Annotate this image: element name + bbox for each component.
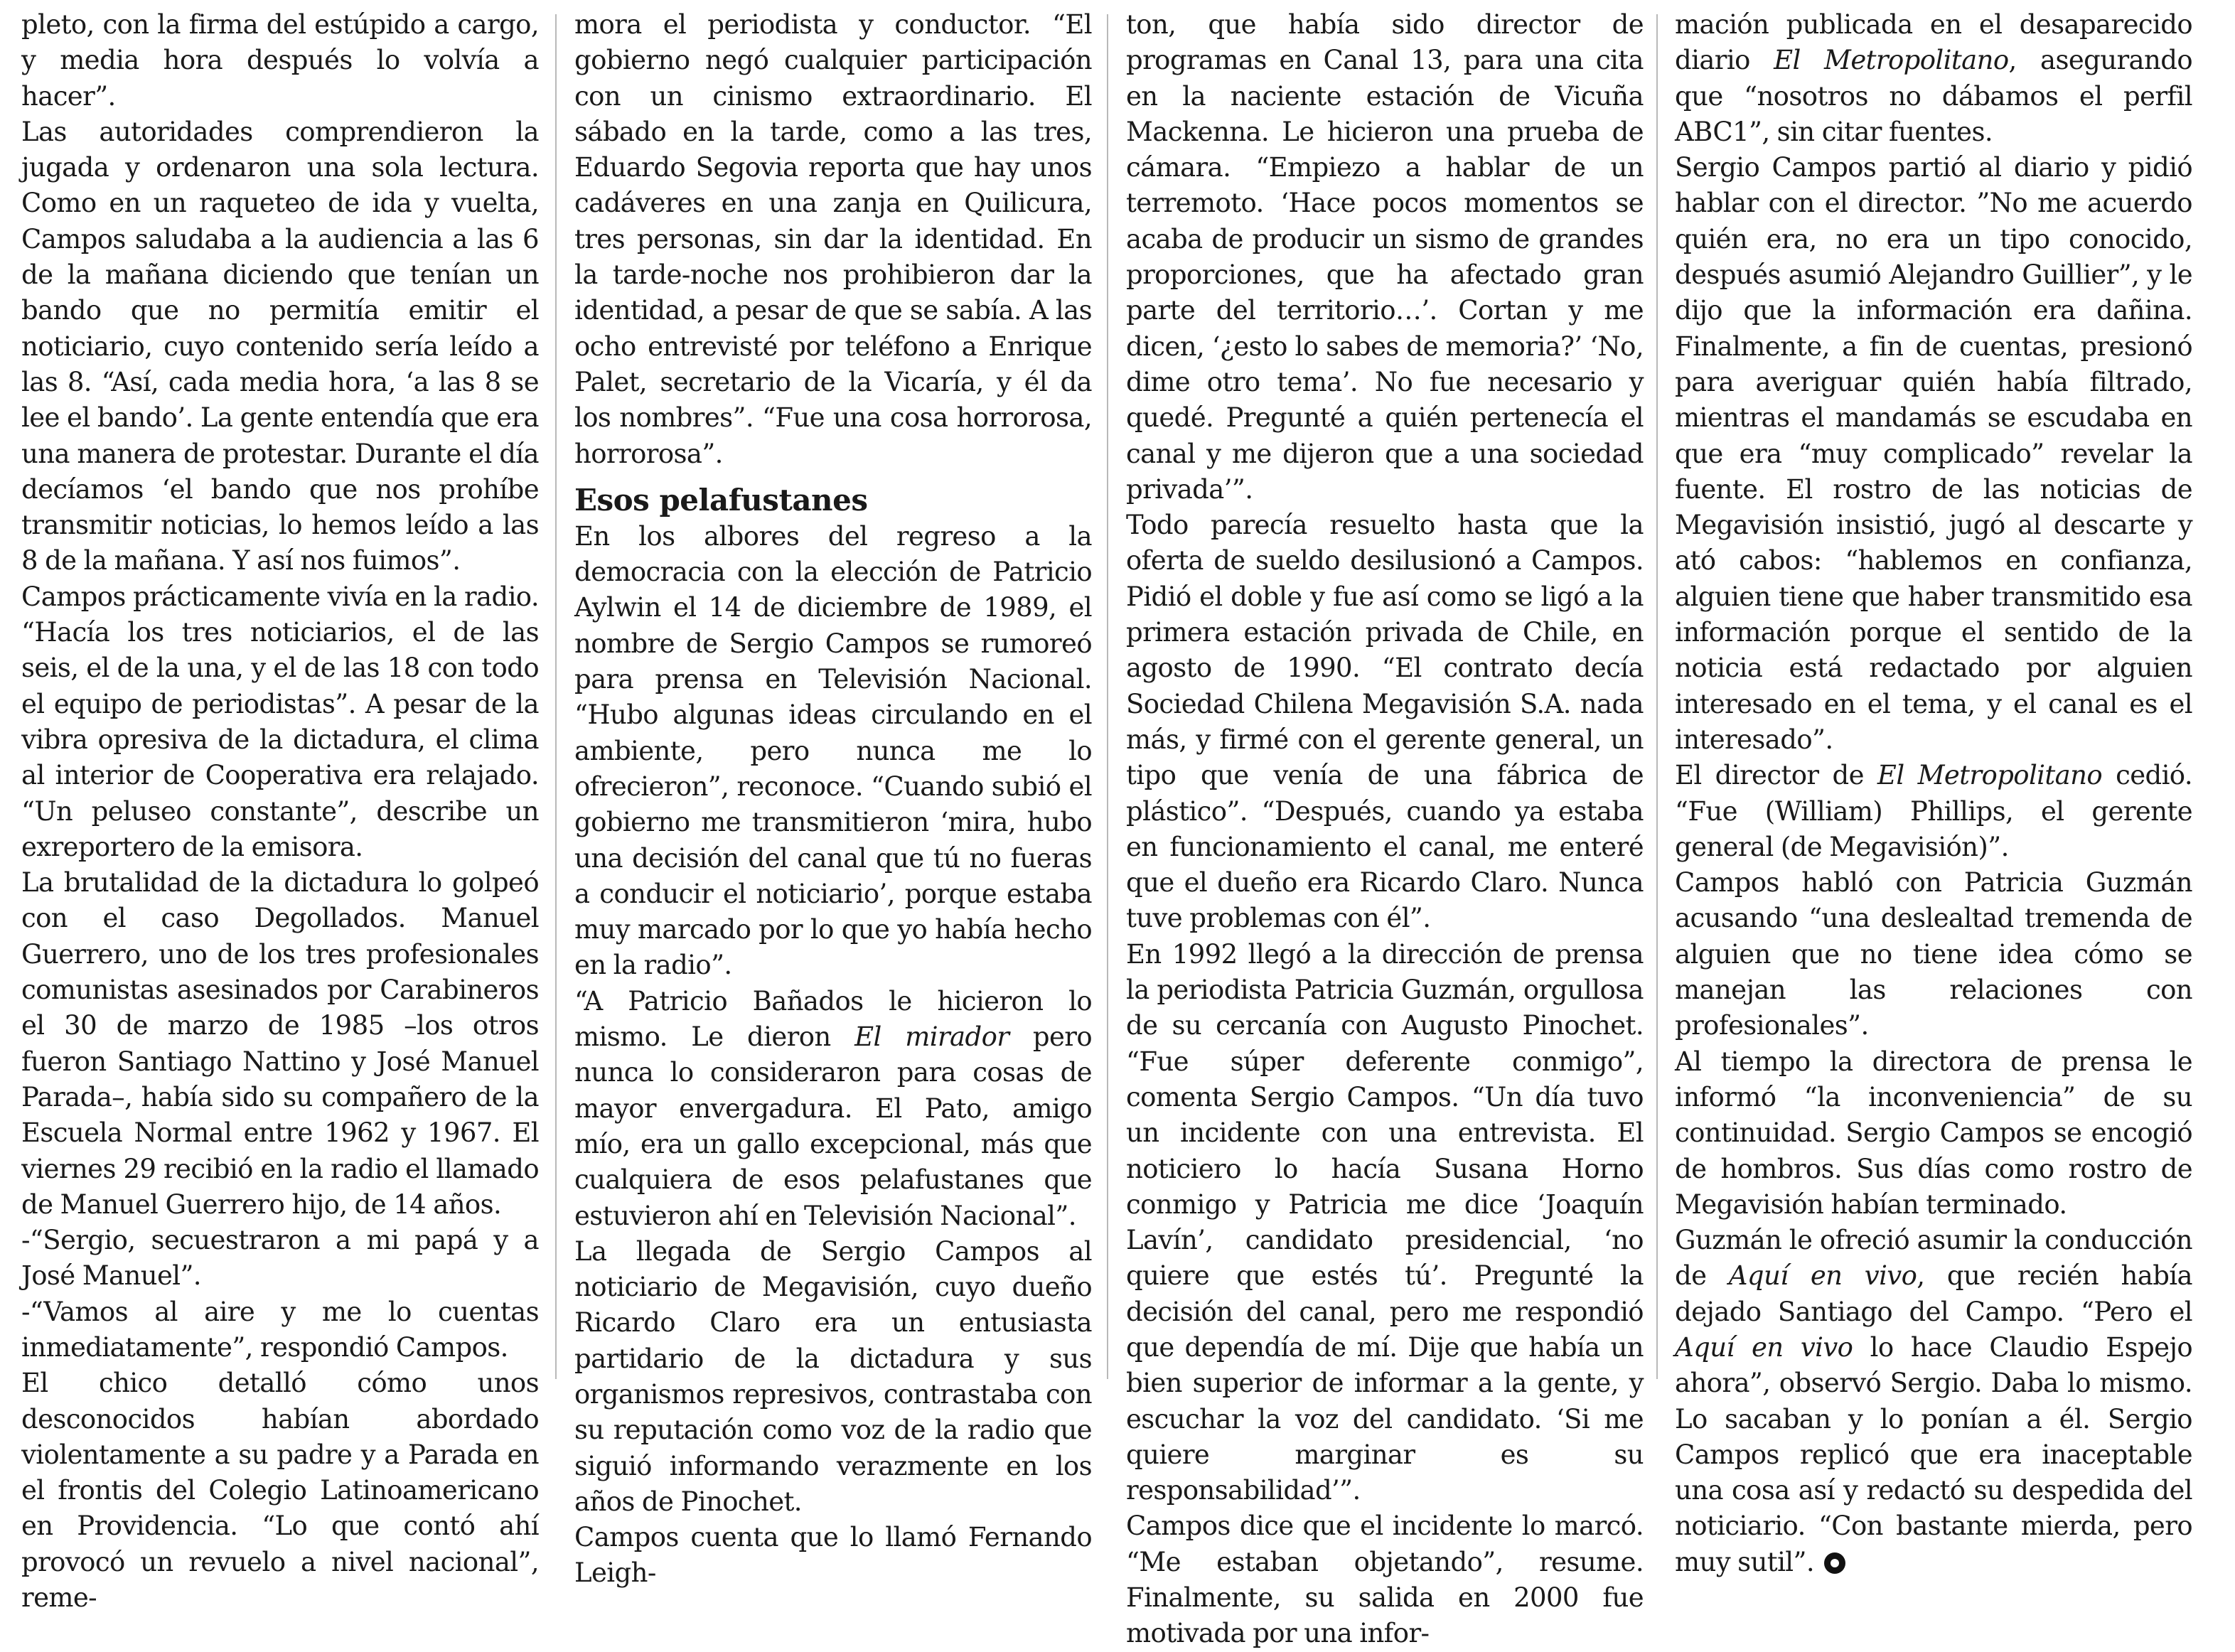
text-run: ton, que había sido director de programas en Canal 13, para una cita en la naciente estación de Vicuña Mackenna. Le hicieron una prueba de cámara. “Empiezo a hablar de un terremoto. ‘Hace pocos momentos se acaba de producir un sismo de grandes proporciones, que ha afectado gran parte del territorio…’. Cortan y me dicen, ‘¿esto lo sabes de memoria?’ ‘No, dime otro tema’. No fue necesario y quedé. Pregunté a quién pertenecía el canal y me dijeron que a una sociedad privada’”.	[1126, 9, 1644, 505]
end-of-article-icon	[1824, 1552, 1845, 1574]
column-divider	[1107, 14, 1108, 1379]
paragraph	[574, 984, 1092, 1234]
text-run: pleto, con la firma del estúpido a cargo, y media hora después lo volvía a hacer”.	[21, 9, 539, 112]
paragraph	[574, 1520, 1092, 1592]
text-run: Esos pelafustanes	[574, 482, 868, 517]
text-run: lo hace Claudio Espejo ahora”, observó Sergio. Daba lo mismo. Lo sacaban y lo ponían a él. Sergio Campos replicó que era inaceptable una cosa así y redactó su despedida del noticiario. “Con bastante mierda, pero muy sutil”.	[1675, 1331, 2192, 1577]
text-run: Las autoridades comprendieron la jugada y ordenaron una sola lectura. Como en un raqueteo de ida y vuelta, Campos saludaba a la audiencia a las 6 de la mañana diciendo que tenían un bando que no permitía emitir el noticiario, cuyo contenido sería leído a las 8. “Así, cada media hora, ‘a las 8 se lee el bando’. La gente entendía que era una manera de protestar. Durante el día decíamos ‘el bando que nos prohíbe transmitir noticias, lo hemos leído a las 8 de la mañana. Y así nos fuimos”.	[21, 116, 539, 576]
text-run: El chico detalló cómo unos desconocidos habían abordado violentamente a su padre y a Parada en el frontis del Colegio Latinoamericano en Providencia. “Lo que contó ahí provocó un revuelo a nivel nacional”, reme-	[21, 1368, 539, 1614]
text-run: -“Vamos al aire y me lo cuentas inmediatamente”, respondió Campos.	[21, 1296, 539, 1363]
text-run: mora el periodista y conductor. “El gobierno negó cualquier participación con un cinismo extraordinario. El sábado en la tarde, como a las tres, Eduardo Segovia reporta que hay unos cadáveres en una zanja en Quilicura, tres personas, sin dar la identidad. En la tarde-noche nos prohibieron dar la identidad, a pesar de que se sabía. A las ocho entrevisté por teléfono a Enrique Palet, secretario de la Vicaría, y él da los nombres”. “Fue una cosa horrorosa, horrorosa”.	[574, 9, 1092, 469]
text-run: La brutalidad de la dictadura lo golpeó con el caso Degollados. Manuel Guerrero, uno de los tres profesionales comunistas asesinados por Carabineros el 30 de marzo de 1985 –los otros fueron Santiago Nattino y José Manuel Parada–, había sido su compañero de la Escuela Normal entre 1962 y 1967. El viernes 29 recibió en la radio el llamado de Manuel Guerrero hijo, de 14 años.	[21, 867, 539, 1220]
column-2	[574, 7, 1093, 1589]
text-run: , asegurando que “nosotros no dábamos el perfil ABC1”, sin citar fuentes.	[1675, 45, 2192, 147]
paragraph	[574, 1234, 1092, 1520]
paragraph	[1126, 937, 1644, 1509]
text-run: Campos cuenta que lo llamó Fernando Leigh-	[574, 1522, 1092, 1589]
paragraph	[21, 1366, 539, 1616]
paragraph	[1126, 1508, 1644, 1651]
paragraph	[1675, 1044, 2192, 1223]
paragraph	[1675, 758, 2192, 865]
text-run: Al tiempo la directora de prensa le informó “la inconveniencia” de su continuidad. Sergio Campos se encogió de hombros. Sus días como rostro de Megavisión habían terminado.	[1675, 1046, 2192, 1220]
text-run: Campos prácticamente vivía en la radio. “Hacía los tres noticiarios, el de las seis, el de la una, y el de las 18 con todo el equipo de periodistas”. A pesar de la vibra opresiva de la dictadura, el clima al interior de Cooperativa era relajado. “Un peluseo constante”, describe un exreportero de la emisora.	[21, 581, 539, 862]
text-run: Guzmán le ofreció asumir la conducción de	[1675, 1225, 2192, 1292]
text-run: mación publicada en el desaparecido diario	[1675, 9, 2192, 76]
paragraph	[21, 114, 539, 579]
column-4	[1675, 7, 2192, 1577]
paragraph	[1675, 1223, 2192, 1580]
column-1	[21, 7, 539, 1614]
text-run: Todo parecía resuelto hasta que la oferta de sueldo desilusionó a Campos. Pidió el doble y fue así como se ligó a la primera estación privada de Chile, en agosto de 1990. “El contrato decía Sociedad Chilena Megavisión S.A. nada más, y firmé con el gerente general, un tipo que venía de una fábrica de plástico”. “Después, cuando ya estaba en funcionamiento el canal, me enteré que el dueño era Ricardo Claro. Nunca tuve problemas con él”.	[1126, 510, 1644, 934]
italic-title: Aquí en vivo	[1675, 1331, 1853, 1363]
paragraph	[21, 865, 539, 1223]
text-run: Campos habló con Patricia Guzmán acusando “una deslealtad tremenda de alguien que no tiene idea cómo se manejan las relaciones con profesionales”.	[1675, 867, 2192, 1041]
text-run: En los albores del regreso a la democracia con la elección de Patricio Aylwin el 14 de diciembre de 1989, el nombre de Sergio Campos se rumoreó para prensa en Televisión Nacional. “Hubo algunas ideas circulando en el ambiente, pero nunca me lo ofrecieron”, reconoce. “Cuando subió el gobierno me transmitieron ‘mira, hubo una decisión del canal que tú no fueras a conducir el noticiario’, porque estaba muy marcado por lo que yo había hecho en la radio”.	[574, 520, 1092, 981]
text-run: En 1992 llegó a la dirección de prensa la periodista Patricia Guzmán, orgullosa de su cercanía con Augusto Pinochet. “Fue súper deferente conmigo”, comenta Sergio Campos. “Un día tuvo un incidente con una entrevista. El noticiero lo hacía Susana Horno conmigo y Patricia me dice ‘Joaquín Lavín’, candidato presidencial, ‘no quiere que estés tú’. Pregunté la decisión del canal, pero me respondió que dependía de mí. Dije que había un bien superior de informar a la gente, y escuchar la voz del candidato. ‘Si me quiere marginar es su responsabilidad’”.	[1126, 938, 1644, 1506]
text-run: Campos dice que el incidente lo marcó. “Me estaban objetando”, resume. Finalmente, su salida en 2000 fue motivada por una infor-	[1126, 1511, 1644, 1649]
italic-title: El Metropolitano	[1877, 760, 2103, 791]
text-run: Sergio Campos partió al diario y pidió hablar con el director. ”No me acuerdo quién era, no era un tipo conocido, después asumió Alejandro Guillier”, y le dijo que la información era dañina. Finalmente, a fin de cuentas, presionó para averiguar quién había filtrado, mientras el mandamás se escudaba en que era “muy complicado” revelar la fuente. El rostro de las noticias de Megavisión insistió, jugó al descarte y ató cabos: “hablemos en confianza, alguien tiene que haber transmitido esa información porque el sentido de la noticia está redactado por alguien interesado en el tema, y el canal es el interesado”.	[1675, 152, 2192, 755]
italic-title: Aquí en vivo	[1728, 1260, 1917, 1292]
paragraph	[1675, 7, 2192, 150]
paragraph	[1675, 865, 2192, 1044]
text-run: “A Patricio Bañados le hicieron lo mismo. Le dieron	[574, 985, 1092, 1053]
paragraph	[574, 7, 1092, 472]
paragraph	[1675, 150, 2192, 758]
text-run: La llegada de Sergio Campos al noticiario de Megavisión, cuyo dueño Ricardo Claro era un entusiasta partidario de la dictadura y sus organismos represivos, contrastaba con su reputación como voz de la radio que siguió informando verazmente en los años de Pinochet.	[574, 1235, 1092, 1517]
text-run: pero nunca lo consideraron para cosas de mayor envergadura. El Pato, amigo mío, era un gallo excepcional, más que cualquiera de esos pelafustanes que estuvieron ahí en Televisión Nacional”.	[574, 1021, 1093, 1231]
paragraph	[21, 7, 539, 114]
text-run: -“Sergio, secuestraron a mi papá y a José Manuel”.	[21, 1225, 539, 1292]
paragraph	[574, 519, 1092, 984]
paragraph	[1126, 7, 1644, 508]
paragraph	[21, 579, 539, 865]
column-divider	[555, 14, 557, 1379]
italic-title: El Metropolitano	[1774, 45, 2009, 76]
text-run: El director de	[1675, 760, 1877, 791]
text-run: cedió. “Fue (William) Phillips, el gerente general (de Megavisión)”.	[1675, 760, 2192, 862]
italic-title: El mirador	[854, 1021, 1009, 1053]
section-heading	[574, 482, 1092, 519]
paragraph	[21, 1223, 539, 1294]
column-divider	[1656, 14, 1658, 1379]
paragraph	[21, 1294, 539, 1366]
paragraph	[1126, 508, 1644, 937]
column-3	[1126, 7, 1644, 1649]
text-run: , que recién había dejado Santiago del Campo. “Pero el	[1675, 1260, 2192, 1327]
